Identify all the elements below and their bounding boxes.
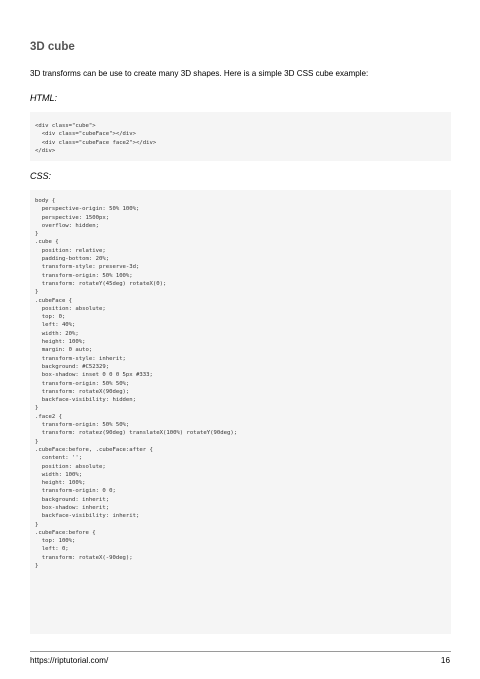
- footer-divider: [30, 651, 451, 652]
- code-line: .cubeFace {: [35, 297, 73, 304]
- code-line: transform-style: preserve-3d;: [35, 264, 140, 271]
- code-line: left: 0;: [35, 546, 69, 553]
- css-label: CSS:: [30, 171, 52, 181]
- code-line: </div>: [35, 147, 56, 154]
- html-label: HTML:: [30, 93, 57, 103]
- code-line: }: [35, 521, 39, 528]
- css-code: [35, 197, 451, 570]
- section-heading: 3D cube: [30, 41, 75, 53]
- code-line: transform-origin: 50% 50%;: [35, 380, 130, 387]
- code-line: <div class="cubeFace"></div>: [35, 131, 137, 138]
- code-line: overflow: hidden;: [35, 222, 99, 229]
- code-line: height: 100%;: [35, 339, 86, 346]
- code-line: perspective: 1500px;: [35, 214, 110, 221]
- html-code: [35, 122, 451, 155]
- code-line: width: 100%;: [35, 471, 83, 478]
- code-line: content: '';: [35, 455, 83, 462]
- css-code-block: [30, 190, 451, 634]
- code-line: }: [35, 231, 39, 238]
- code-line: box-shadow: inset 0 0 0 5px #333;: [35, 372, 153, 379]
- code-line: background: inherit;: [35, 496, 110, 503]
- code-line: transform: rotateY(45deg) rotateX(0);: [35, 280, 167, 287]
- intro-paragraph: 3D transforms can be use to create many 3D shapes. Here is a simple 3D CSS cube example:: [30, 69, 369, 78]
- code-line: width: 20%;: [35, 330, 79, 337]
- code-line: transform-style: inherit;: [35, 355, 126, 362]
- code-line: position: absolute;: [35, 305, 106, 312]
- code-line: transform-origin: 50% 100%;: [35, 272, 133, 279]
- footer-url[interactable]: https://riptutorial.com/: [30, 656, 109, 665]
- code-line: perspective-origin: 50% 100%;: [35, 206, 140, 213]
- code-line: box-shadow: inherit;: [35, 504, 110, 511]
- code-line: left: 40%;: [35, 322, 76, 329]
- code-line: position: absolute;: [35, 463, 106, 470]
- code-line: top: 100%;: [35, 538, 76, 545]
- page-number: 16: [440, 656, 450, 665]
- code-line: background: #C52329;: [35, 363, 110, 370]
- code-line: .cube {: [35, 239, 59, 246]
- code-line: margin: 0 auto;: [35, 347, 93, 354]
- code-line: }: [35, 405, 39, 412]
- code-line: top: 0;: [35, 314, 66, 321]
- code-line: transform-origin: 0 0;: [35, 488, 116, 495]
- html-code-block: [30, 112, 451, 161]
- code-line: .face2 {: [35, 413, 62, 420]
- code-line: backface-visibility: inherit;: [35, 513, 140, 520]
- code-line: height: 100%;: [35, 480, 86, 487]
- code-line: .cubeFace:before {: [35, 529, 96, 536]
- code-line: }: [35, 438, 39, 445]
- code-line: body {: [35, 198, 56, 204]
- code-line: position: relative;: [35, 247, 106, 254]
- code-line: }: [35, 289, 39, 296]
- code-line: transform: rotatez(90deg) translateX(100%) rotateY(90deg);: [35, 430, 238, 437]
- code-line: transform: rotateX(-90deg);: [35, 554, 133, 561]
- code-line: <div class="cubeFace face2"></div>: [35, 139, 157, 146]
- code-line: padding-bottom: 20%;: [35, 256, 110, 263]
- code-line: transform-origin: 50% 50%;: [35, 422, 130, 429]
- code-line: }: [35, 563, 39, 570]
- code-line: transform: rotateX(90deg);: [35, 388, 130, 395]
- code-line: .cubeFace:before, .cubeFace:after {: [35, 446, 153, 453]
- code-line: backface-visibility: hidden;: [35, 397, 137, 404]
- code-line: <div class="cube">: [35, 123, 96, 129]
